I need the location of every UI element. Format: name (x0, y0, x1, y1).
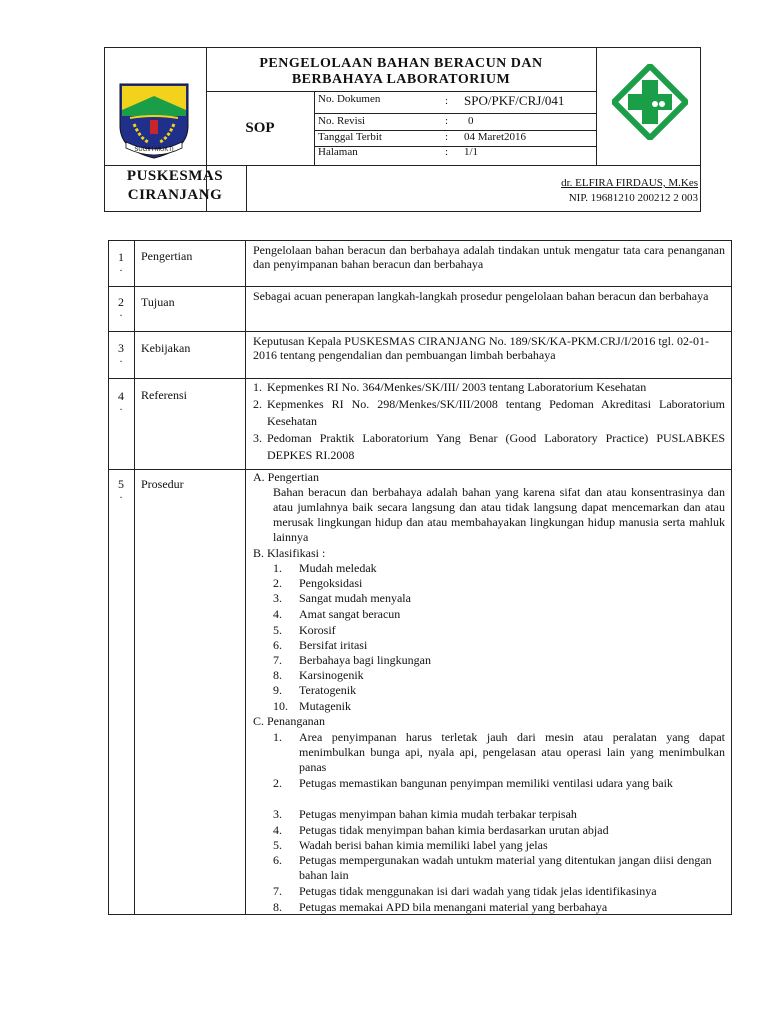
meta-colon: : (445, 146, 449, 158)
list-item: 5. Wadah berisi bahan kimia memiliki label yang jelas (273, 838, 548, 852)
meta-value: SPO/PKF/CRJ/041 (464, 93, 565, 108)
prosedur-content (253, 470, 725, 915)
list-item: 7. Petugas tidak menggunakan isi dari wadah yang tidak jelas identifikasinya (273, 884, 657, 898)
list-item: 9. Teratogenik (273, 683, 357, 697)
section-title: B. Klasifikasi : (253, 546, 326, 560)
meta-value: 1/1 (464, 146, 479, 158)
list-item: 6. Bersifat iritasi (273, 638, 368, 652)
list-item: 8. Karsinogenik (273, 668, 364, 682)
row-number: 5 . (118, 477, 124, 501)
divider (206, 91, 596, 92)
section-title: A. Pengertian (253, 470, 319, 484)
list-item: 3. Pedoman Praktik Laboratorium Yang Benar (Good Laboratory Practice) PUSLABKES DEPKES RI.2008 (253, 431, 725, 462)
row-label: Pengertian (141, 249, 193, 263)
tujuan-text: Sebagai acuan penerapan langkah-langkah prosedur pengelolaan bahan beracun dan berbahaya (253, 289, 709, 303)
row-label: Referensi (141, 388, 187, 402)
list-item: 7. Berbahaya bagi lingkungan (273, 653, 431, 667)
kebijakan-text: Keputusan Kepala PUSKESMAS CIRANJANG No. 189/SK/KA-PKM.CRJ/I/2016 tgl. 02-01-2016 tentang pengendalian dan pembuangan limbah berbahaya (253, 334, 710, 362)
meta-value: 0 (468, 115, 474, 127)
list-item: 4. Petugas tidak menyimpan bahan kimia berdasarkan urutan abjad (273, 823, 609, 837)
puskesmas-logo (612, 64, 688, 140)
meta-colon: : (445, 95, 449, 107)
meta-label: No. Dokumen (318, 93, 381, 105)
list-item: 8. Petugas memakai APD bila menangani material yang berbahaya (273, 900, 608, 914)
meta-colon: : (445, 115, 449, 127)
divider (108, 331, 732, 332)
list-item: 2. Kepmenkes RI No. 298/Menkes/SK/III/2008 tentang Pedoman Akreditasi Laboratorium Kesehatan (253, 397, 725, 428)
doctor-name: dr. ELFIRA FIRDAUS, M.Kes (561, 177, 698, 189)
divider (245, 240, 246, 915)
pengertian-paragraph: Bahan beracun dan berbahaya adalah bahan yang karena sifat dan atau konsentrasinya dan atau jumlahnya baik secara langsung dan atau tidak langsung dapat mencemarkan dan atau merusak lingkungan hidup dan atau membahayakan lingkungan hidup manusia serta mahluk lainnya (273, 485, 725, 544)
meta-value: 04 Maret2016 (464, 131, 527, 143)
doctor-nip: NIP. 19681210 200212 2 003 (568, 192, 698, 204)
list-item: 1. Area penyimpanan harus terletak jauh dari mesin atau peralatan yang dapat menimbulkan bunga api, nyala api, pengelasan atau operasi lain yang menimbulkan panas (273, 730, 725, 774)
logo-motto: SUGIH MUKTI (134, 147, 174, 153)
meta-label: Tanggal Terbit (318, 131, 382, 143)
list-item: 1. Mudah meledak (273, 561, 377, 575)
pengertian-text: Pengelolaan bahan beracun dan berbahaya adalah tindakan untuk mengatur tata cara penanganan dan penyimpanan bahan beracun dan berbahaya (253, 243, 725, 271)
divider (596, 47, 597, 165)
sop-label: SOP (245, 120, 275, 136)
divider (314, 91, 315, 165)
list-item: 3. Petugas menyimpan bahan kimia mudah terbakar terpisah (273, 807, 577, 821)
meta-label: No. Revisi (318, 115, 366, 127)
row-number: 3 . (118, 341, 124, 365)
list-item: 2. Petugas memastikan bangunan penyimpan memiliki ventilasi udara yang baik (273, 776, 673, 790)
divider (104, 165, 701, 166)
row-label: Tujuan (141, 295, 175, 309)
org-name: PUSKESMAS CIRANJANG (126, 168, 224, 203)
meta-label: Halaman (318, 146, 358, 158)
list-item: 4. Amat sangat beracun (273, 607, 401, 621)
row-label: Prosedur (141, 477, 184, 491)
row-label: Kebijakan (141, 341, 191, 355)
divider (134, 240, 135, 915)
doctor-signature-block (510, 176, 698, 206)
row-number: 1 . (118, 250, 124, 274)
section-title: C. Penanganan (253, 714, 325, 728)
list-item: 10. Mutagenik (273, 699, 351, 713)
divider (246, 165, 247, 212)
list-item: 2. Pengoksidasi (273, 576, 363, 590)
row-number: 2 . (118, 295, 124, 319)
list-item: 3. Sangat mudah menyala (273, 591, 411, 605)
divider (108, 286, 732, 287)
document-title: PENGELOLAAN BAHAN BERACUN DAN BERBAHAYA LABORATORIUM (259, 56, 543, 87)
meta-colon: : (445, 131, 449, 143)
divider (314, 113, 596, 114)
list-item: 6. Petugas mempergunakan wadah untukm material yang ditentukan jangan diisi dengan bahan lain (273, 853, 712, 882)
row-number: 4 . (118, 389, 124, 413)
referensi-list (253, 379, 725, 464)
list-item: 5. Korosif (273, 623, 336, 637)
list-item: 1. Kepmenkes RI No. 364/Menkes/SK/III/ 2003 tentang Laboratorium Kesehatan (253, 380, 647, 394)
